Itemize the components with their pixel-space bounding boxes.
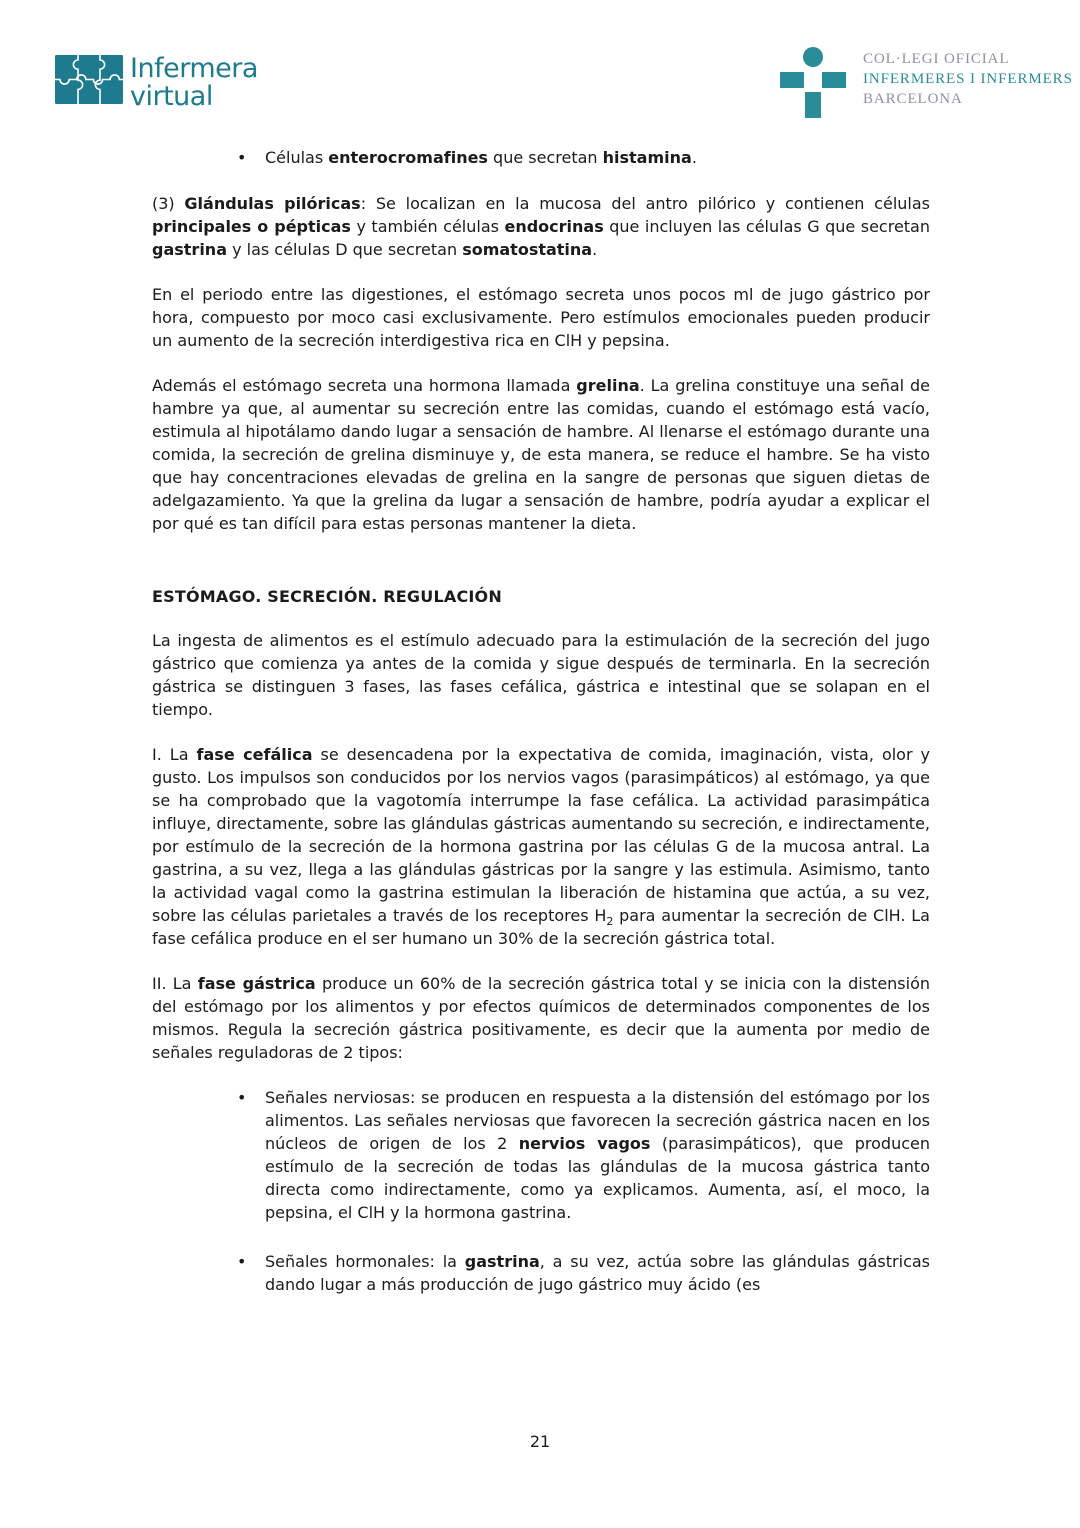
paragraph-fase-cefalica: I. La fase cefálica se desencadena por la expectativa de comida, imaginación, vista, olor y gusto. Los impulsos son conducidos por los nervios vagos (parasimpáticos) al estómago, ya que se ha comprobado que la vagotomía interrumpe la fase cefálica. La actividad parasimpática influye, directamente, sobre las glándulas gástricas aumentando su secreción, e indirectamente, por estímulo de la secreción de la hormona gastrina por las células G de la mucosa antral. La gastrina, a su vez, llega a las glándulas gástricas por la sangre y las estimula. Asimismo, tanto la actividad vagal como la gastrina estimulan la liberación de histamina que actúa, a su vez, sobre las células parietales a través de los receptores $H_2$ para aumentar la secreción de ClH. La fase cefálica produce en el ser humano un 30% de la secreción gástrica total. xyxy=(152,745,931,948)
page-number: 21 xyxy=(529,1432,551,1451)
puzzle-icon xyxy=(55,55,123,108)
paragraph-glandulas-piloricas: (3) Glándulas pilóricas: Se localizan en la mucosa del antro pilórico y contienen células principales o pépticas y también células endocrinas que incluyen las células G que secretan gastrina y las células D que secretan somatostatina. xyxy=(152,194,931,259)
paragraph-grelina: Además el estómago secreta una hormona llamada grelina. La grelina constituye una señal de hambre ya que, al aumentar su secreción entre las comidas, cuando el estómago está vacío, estimula al hipotálamo dando lugar a sensación de hambre. Al llenarse el estómago durante una comida, la secreción de grelina disminuye y, de esta manera, se reduce el hambre. Se ha visto que hay concentraciones elevadas de grelina en la sangre de personas que siguen dietas de adelgazamiento. Ya que la grelina da lugar a sensación de hambre, podría ayudar a explicar el por qué es tan difícil para estas personas mantener la dieta. xyxy=(152,376,930,533)
coib-logo-line2: INFERMERES I INFERMERS xyxy=(863,71,1073,87)
list-item-senales-nerviosas xyxy=(265,1086,930,1224)
infermera-logo-line2: virtual xyxy=(130,81,213,112)
coib-cross-icon xyxy=(780,46,846,124)
list-item-text: Células enterocromafines que secretan histamina. xyxy=(265,148,697,167)
paragraph-ingesta: La ingesta de alimentos es el estímulo adecuado para la estimulación de la secreción del jugo gástrico que comienza ya antes de la comida y sigue después de terminarla. En la secreción gástrica se distinguen 3 fases, las fases cefálica, gástrica e intestinal que se solapan en el tiempo. xyxy=(152,631,930,719)
infermera-logo-text xyxy=(130,55,258,111)
infermera-logo-line1: Infermera xyxy=(130,53,258,84)
infermera-virtual-logo xyxy=(55,55,258,111)
coib-logo xyxy=(780,46,1073,124)
paragraph-secrecion-interdigestiva: En el periodo entre las digestiones, el estómago secreta unos pocos ml de jugo gástrico por hora, compuesto por moco casi exclusivamente. Pero estímulos emocionales pueden producir un aumento de la secreción interdigestiva rica en ClH y pepsina. xyxy=(152,285,930,350)
coib-logo-text xyxy=(863,46,1073,109)
section-heading: ESTÓMAGO. SECRECIÓN. REGULACIÓN xyxy=(152,587,502,606)
coib-logo-line1: COL·LEGI OFICIAL xyxy=(863,51,1010,67)
list-item-enterocromafines xyxy=(265,146,930,169)
body-content xyxy=(152,146,930,1318)
list-item-text: Señales nerviosas: se producen en respuesta a la distensión del estómago por los alimentos. Las señales nerviosas que favorecen la secreción gástrica nacen en los núcleos de origen de los 2 nervios vagos (parasimpáticos), que producen estímulo de la secreción de todas las glándulas de la mucosa gástrica tanto directa como indirectamente, como ya explicamos. Aumenta, así, el moco, la pepsina, el ClH y la hormona gastrina. xyxy=(265,1088,930,1222)
coib-logo-line3: BARCELONA xyxy=(863,91,963,107)
list-item-text: Señales hormonales: la gastrina, a su vez, actúa sobre las glándulas gástricas dando lugar a más producción de jugo gástrico muy ácido (es xyxy=(265,1252,931,1294)
paragraph-fase-gastrica: II. La fase gástrica produce un 60% de la secreción gástrica total y se inicia con la distensión del estómago por los alimentos y por efectos químicos de determinados componentes de los mismos. Regula la secreción gástrica positivamente, es decir que la aumenta por medio de señales reguladoras de 2 tipos: xyxy=(152,974,931,1062)
intro-bullet-list xyxy=(152,146,930,169)
senales-bullet-list xyxy=(152,1086,930,1296)
page-footer xyxy=(0,1432,1080,1451)
list-item-senales-hormonales xyxy=(265,1250,930,1296)
